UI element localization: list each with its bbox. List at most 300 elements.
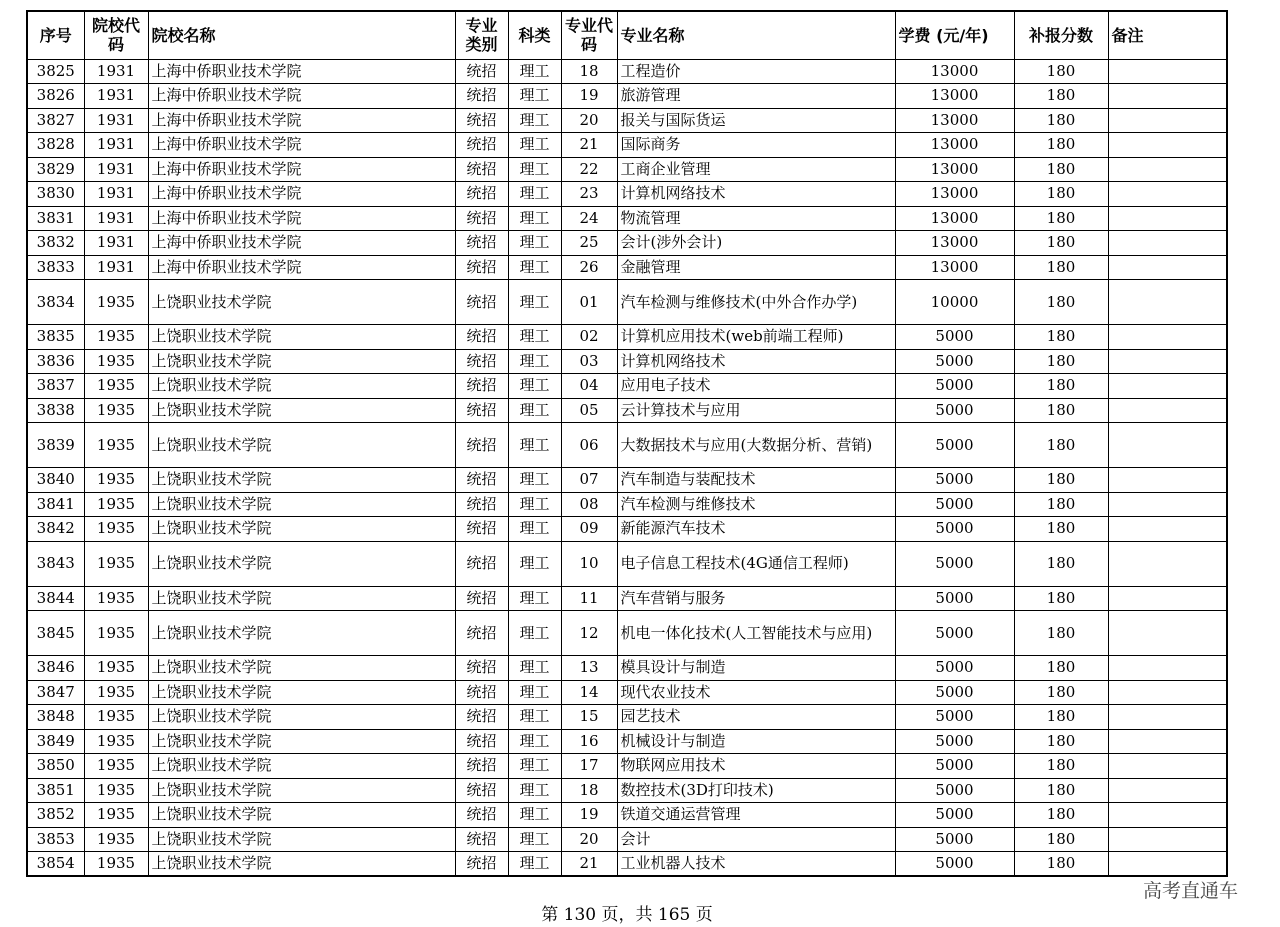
cell-score: 180 [1014,754,1108,779]
cell-note [1108,84,1227,109]
cell-score: 180 [1014,586,1108,611]
cell-school-code: 1935 [84,280,148,325]
table-row [27,492,1227,517]
cell-score: 180 [1014,280,1108,325]
cell-tuition: 5000 [895,423,1014,468]
cell-school-code: 1931 [84,84,148,109]
table-row [27,803,1227,828]
table-row [27,754,1227,779]
cell-major-type: 统招 [455,374,508,399]
cell-tuition: 13000 [895,255,1014,280]
cell-major-code: 22 [561,157,617,182]
cell-school-code: 1935 [84,468,148,493]
table-row [27,84,1227,109]
cell-school-code: 1935 [84,349,148,374]
table-row [27,133,1227,158]
cell-major-type: 统招 [455,206,508,231]
cell-major-code: 21 [561,852,617,877]
cell-major-name: 计算机网络技术 [617,182,895,207]
header-school-name: 院校名称 [148,11,455,59]
cell-school-name: 上饶职业技术学院 [148,754,455,779]
cell-major-code: 18 [561,778,617,803]
cell-seq: 3830 [27,182,84,207]
cell-subject: 理工 [508,133,561,158]
cell-school-name: 上饶职业技术学院 [148,803,455,828]
cell-note [1108,803,1227,828]
cell-school-code: 1935 [84,398,148,423]
cell-note [1108,729,1227,754]
cell-score: 180 [1014,541,1108,586]
cell-major-code: 23 [561,182,617,207]
cell-score: 180 [1014,705,1108,730]
cell-major-type: 统招 [455,680,508,705]
cell-school-code: 1931 [84,182,148,207]
cell-major-code: 17 [561,754,617,779]
cell-score: 180 [1014,778,1108,803]
cell-school-name: 上饶职业技术学院 [148,398,455,423]
cell-score: 180 [1014,611,1108,656]
cell-major-type: 统招 [455,705,508,730]
cell-score: 180 [1014,517,1108,542]
table-row [27,729,1227,754]
cell-major-type: 统招 [455,656,508,681]
cell-major-type: 统招 [455,325,508,350]
cell-tuition: 13000 [895,206,1014,231]
cell-major-name: 云计算技术与应用 [617,398,895,423]
header-score: 补报分数 [1014,11,1108,59]
cell-major-name: 金融管理 [617,255,895,280]
cell-note [1108,325,1227,350]
cell-subject: 理工 [508,705,561,730]
cell-tuition: 13000 [895,182,1014,207]
cell-major-code: 06 [561,423,617,468]
cell-tuition: 5000 [895,586,1014,611]
cell-school-code: 1935 [84,680,148,705]
cell-note [1108,541,1227,586]
cell-school-code: 1935 [84,803,148,828]
cell-score: 180 [1014,325,1108,350]
cell-tuition: 5000 [895,778,1014,803]
cell-major-type: 统招 [455,492,508,517]
cell-tuition: 5000 [895,374,1014,399]
cell-tuition: 13000 [895,231,1014,256]
cell-subject: 理工 [508,754,561,779]
cell-major-name: 铁道交通运营管理 [617,803,895,828]
cell-major-code: 07 [561,468,617,493]
cell-school-name: 上海中侨职业技术学院 [148,59,455,84]
cell-note [1108,656,1227,681]
cell-major-code: 20 [561,108,617,133]
cell-major-type: 统招 [455,280,508,325]
cell-note [1108,423,1227,468]
cell-subject: 理工 [508,325,561,350]
cell-score: 180 [1014,468,1108,493]
table-row [27,423,1227,468]
cell-seq: 3833 [27,255,84,280]
cell-score: 180 [1014,423,1108,468]
cell-note [1108,778,1227,803]
cell-major-name: 汽车检测与维修技术(中外合作办学) [617,280,895,325]
cell-score: 180 [1014,852,1108,877]
cell-note [1108,398,1227,423]
table-row [27,778,1227,803]
cell-note [1108,349,1227,374]
table-row [27,108,1227,133]
cell-seq: 3838 [27,398,84,423]
table-row [27,374,1227,399]
cell-major-type: 统招 [455,182,508,207]
cell-score: 180 [1014,492,1108,517]
cell-subject: 理工 [508,59,561,84]
cell-subject: 理工 [508,255,561,280]
cell-major-code: 13 [561,656,617,681]
table-row [27,325,1227,350]
cell-major-name: 物流管理 [617,206,895,231]
cell-tuition: 5000 [895,325,1014,350]
cell-tuition: 10000 [895,280,1014,325]
cell-score: 180 [1014,206,1108,231]
cell-seq: 3843 [27,541,84,586]
cell-note [1108,754,1227,779]
cell-school-name: 上饶职业技术学院 [148,541,455,586]
cell-major-type: 统招 [455,803,508,828]
cell-major-name: 数控技术(3D打印技术) [617,778,895,803]
cell-major-name: 汽车营销与服务 [617,586,895,611]
cell-score: 180 [1014,656,1108,681]
table-row [27,206,1227,231]
cell-tuition: 5000 [895,517,1014,542]
cell-major-code: 04 [561,374,617,399]
cell-school-name: 上海中侨职业技术学院 [148,157,455,182]
cell-major-name: 会计(涉外会计) [617,231,895,256]
cell-school-code: 1935 [84,611,148,656]
table-row [27,680,1227,705]
cell-school-name: 上海中侨职业技术学院 [148,84,455,109]
cell-seq: 3853 [27,827,84,852]
cell-school-name: 上饶职业技术学院 [148,325,455,350]
cell-school-name: 上饶职业技术学院 [148,349,455,374]
cell-seq: 3839 [27,423,84,468]
table-row [27,611,1227,656]
cell-note [1108,680,1227,705]
cell-school-name: 上饶职业技术学院 [148,280,455,325]
cell-major-type: 统招 [455,398,508,423]
cell-major-type: 统招 [455,611,508,656]
cell-note [1108,586,1227,611]
cell-school-name: 上饶职业技术学院 [148,374,455,399]
table-row [27,59,1227,84]
cell-major-type: 统招 [455,157,508,182]
cell-seq: 3832 [27,231,84,256]
cell-tuition: 13000 [895,108,1014,133]
cell-tuition: 5000 [895,729,1014,754]
cell-seq: 3836 [27,349,84,374]
cell-school-name: 上海中侨职业技术学院 [148,108,455,133]
cell-score: 180 [1014,59,1108,84]
cell-major-name: 机电一体化技术(人工智能技术与应用) [617,611,895,656]
cell-school-name: 上饶职业技术学院 [148,586,455,611]
cell-note [1108,59,1227,84]
cell-tuition: 5000 [895,827,1014,852]
cell-tuition: 5000 [895,852,1014,877]
cell-subject: 理工 [508,827,561,852]
cell-subject: 理工 [508,586,561,611]
cell-major-name: 汽车制造与装配技术 [617,468,895,493]
cell-score: 180 [1014,84,1108,109]
cell-seq: 3850 [27,754,84,779]
cell-tuition: 13000 [895,59,1014,84]
cell-tuition: 5000 [895,680,1014,705]
cell-note [1108,206,1227,231]
cell-school-name: 上饶职业技术学院 [148,656,455,681]
cell-subject: 理工 [508,541,561,586]
cell-major-type: 统招 [455,349,508,374]
cell-score: 180 [1014,680,1108,705]
cell-major-type: 统招 [455,231,508,256]
cell-note [1108,255,1227,280]
cell-major-code: 24 [561,206,617,231]
cell-tuition: 5000 [895,541,1014,586]
cell-seq: 3835 [27,325,84,350]
cell-major-name: 工程造价 [617,59,895,84]
cell-seq: 3829 [27,157,84,182]
cell-school-code: 1935 [84,541,148,586]
cell-tuition: 13000 [895,157,1014,182]
cell-tuition: 5000 [895,705,1014,730]
cell-major-type: 统招 [455,729,508,754]
cell-subject: 理工 [508,656,561,681]
header-major-name: 专业名称 [617,11,895,59]
cell-major-name: 旅游管理 [617,84,895,109]
cell-note [1108,374,1227,399]
cell-major-name: 工业机器人技术 [617,852,895,877]
cell-major-code: 16 [561,729,617,754]
cell-school-name: 上海中侨职业技术学院 [148,182,455,207]
cell-subject: 理工 [508,157,561,182]
cell-major-code: 08 [561,492,617,517]
cell-major-type: 统招 [455,852,508,877]
cell-major-type: 统招 [455,778,508,803]
cell-note [1108,705,1227,730]
cell-school-code: 1935 [84,325,148,350]
cell-school-name: 上饶职业技术学院 [148,611,455,656]
cell-seq: 3827 [27,108,84,133]
cell-seq: 3854 [27,852,84,877]
cell-school-name: 上海中侨职业技术学院 [148,206,455,231]
cell-subject: 理工 [508,374,561,399]
cell-score: 180 [1014,374,1108,399]
cell-seq: 3826 [27,84,84,109]
cell-major-name: 新能源汽车技术 [617,517,895,542]
cell-note [1108,492,1227,517]
header-major-code: 专业代码 [561,11,617,59]
cell-major-type: 统招 [455,133,508,158]
cell-major-name: 工商企业管理 [617,157,895,182]
cell-school-name: 上饶职业技术学院 [148,468,455,493]
cell-seq: 3849 [27,729,84,754]
cell-major-name: 现代农业技术 [617,680,895,705]
cell-school-code: 1935 [84,492,148,517]
cell-score: 180 [1014,157,1108,182]
cell-score: 180 [1014,729,1108,754]
cell-school-name: 上饶职业技术学院 [148,423,455,468]
cell-score: 180 [1014,182,1108,207]
cell-school-code: 1935 [84,705,148,730]
cell-note [1108,108,1227,133]
cell-note [1108,231,1227,256]
cell-major-code: 02 [561,325,617,350]
page-footer: 第 130 页，共 165 页 [541,905,713,925]
cell-school-code: 1931 [84,133,148,158]
cell-score: 180 [1014,398,1108,423]
cell-major-code: 12 [561,611,617,656]
cell-tuition: 5000 [895,754,1014,779]
cell-subject: 理工 [508,349,561,374]
cell-note [1108,182,1227,207]
table-row [27,255,1227,280]
cell-major-name: 计算机网络技术 [617,349,895,374]
cell-note [1108,157,1227,182]
cell-school-name: 上海中侨职业技术学院 [148,133,455,158]
table-row [27,827,1227,852]
cell-school-code: 1931 [84,255,148,280]
table-row [27,656,1227,681]
cell-major-code: 21 [561,133,617,158]
cell-score: 180 [1014,349,1108,374]
cell-tuition: 5000 [895,398,1014,423]
cell-major-type: 统招 [455,754,508,779]
table-row [27,182,1227,207]
cell-subject: 理工 [508,108,561,133]
table-row [27,280,1227,325]
cell-subject: 理工 [508,231,561,256]
cell-seq: 3852 [27,803,84,828]
admission-table [26,10,1228,877]
cell-major-type: 统招 [455,517,508,542]
cell-major-name: 大数据技术与应用(大数据分析、营销) [617,423,895,468]
cell-school-code: 1931 [84,59,148,84]
cell-major-type: 统招 [455,468,508,493]
cell-major-name: 汽车检测与维修技术 [617,492,895,517]
cell-seq: 3848 [27,705,84,730]
cell-note [1108,517,1227,542]
table-row [27,517,1227,542]
cell-seq: 3844 [27,586,84,611]
cell-tuition: 5000 [895,468,1014,493]
cell-subject: 理工 [508,84,561,109]
table-row [27,852,1227,877]
cell-note [1108,280,1227,325]
cell-school-name: 上海中侨职业技术学院 [148,231,455,256]
cell-subject: 理工 [508,206,561,231]
cell-tuition: 13000 [895,84,1014,109]
cell-major-code: 05 [561,398,617,423]
cell-school-name: 上饶职业技术学院 [148,827,455,852]
cell-school-name: 上饶职业技术学院 [148,705,455,730]
table-row [27,398,1227,423]
cell-subject: 理工 [508,280,561,325]
cell-major-name: 园艺技术 [617,705,895,730]
cell-subject: 理工 [508,611,561,656]
cell-major-code: 14 [561,680,617,705]
cell-major-code: 26 [561,255,617,280]
cell-major-code: 18 [561,59,617,84]
cell-school-name: 上饶职业技术学院 [148,517,455,542]
cell-score: 180 [1014,803,1108,828]
cell-school-code: 1931 [84,206,148,231]
cell-major-name: 会计 [617,827,895,852]
cell-major-type: 统招 [455,827,508,852]
cell-subject: 理工 [508,398,561,423]
cell-school-code: 1935 [84,827,148,852]
cell-score: 180 [1014,108,1108,133]
cell-school-name: 上饶职业技术学院 [148,680,455,705]
cell-major-name: 机械设计与制造 [617,729,895,754]
cell-subject: 理工 [508,729,561,754]
cell-major-name: 计算机应用技术(web前端工程师) [617,325,895,350]
cell-school-code: 1935 [84,586,148,611]
table-row [27,231,1227,256]
cell-seq: 3842 [27,517,84,542]
cell-school-name: 上饶职业技术学院 [148,778,455,803]
cell-seq: 3847 [27,680,84,705]
cell-school-name: 上饶职业技术学院 [148,729,455,754]
watermark-text: 高考直通车 [1143,880,1239,902]
cell-major-name: 国际商务 [617,133,895,158]
cell-note [1108,852,1227,877]
cell-major-code: 19 [561,84,617,109]
cell-school-name: 上海中侨职业技术学院 [148,255,455,280]
table-row [27,705,1227,730]
cell-seq: 3846 [27,656,84,681]
table-row [27,586,1227,611]
cell-school-name: 上饶职业技术学院 [148,852,455,877]
cell-seq: 3828 [27,133,84,158]
cell-subject: 理工 [508,468,561,493]
cell-major-code: 20 [561,827,617,852]
cell-school-code: 1935 [84,423,148,468]
cell-tuition: 5000 [895,611,1014,656]
header-tuition: 学费 (元/年) [895,11,1014,59]
cell-subject: 理工 [508,852,561,877]
cell-seq: 3841 [27,492,84,517]
cell-school-code: 1935 [84,852,148,877]
cell-seq: 3851 [27,778,84,803]
cell-school-name: 上饶职业技术学院 [148,492,455,517]
cell-tuition: 5000 [895,492,1014,517]
cell-score: 180 [1014,255,1108,280]
cell-school-code: 1935 [84,374,148,399]
cell-subject: 理工 [508,803,561,828]
cell-score: 180 [1014,231,1108,256]
cell-school-code: 1935 [84,754,148,779]
cell-subject: 理工 [508,492,561,517]
cell-school-code: 1935 [84,778,148,803]
cell-note [1108,827,1227,852]
cell-major-name: 物联网应用技术 [617,754,895,779]
cell-major-type: 统招 [455,541,508,586]
cell-major-code: 25 [561,231,617,256]
cell-subject: 理工 [508,778,561,803]
cell-major-code: 09 [561,517,617,542]
cell-major-code: 03 [561,349,617,374]
cell-seq: 3834 [27,280,84,325]
header-subject: 科类 [508,11,561,59]
cell-major-code: 11 [561,586,617,611]
cell-school-code: 1931 [84,231,148,256]
cell-tuition: 5000 [895,349,1014,374]
cell-subject: 理工 [508,680,561,705]
